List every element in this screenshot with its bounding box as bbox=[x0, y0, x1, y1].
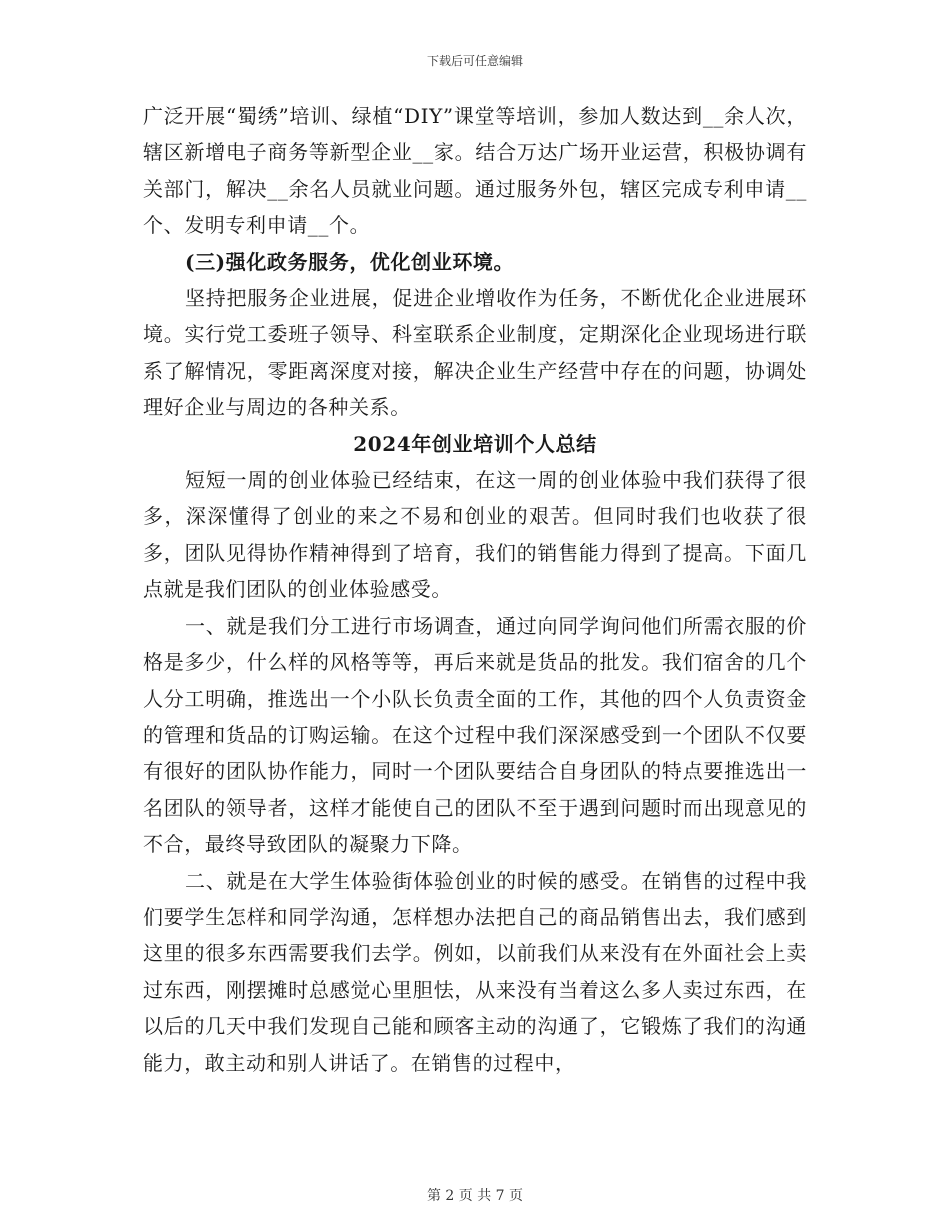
paragraph-point-one: 一、就是我们分工进行市场调查，通过向同学询问他们所需衣服的价格是多少，什么样的风格等等，再后来就是货品的批发。我们宿舍的几个人分工明确，推选出一个小队长负责全面的工作，其他的四个人负责资金的管理和货品的订购运输。在这个过程中我们深深感受到一个团队不仅要有很好的团队协作能力，同时一个团队要结合自身团队的特点要推选出一名团队的领导者，这样才能使自己的团队不至于遇到问题时而出现意见的不合，最终导致团队的凝聚力下降。 bbox=[143, 613, 807, 857]
page-number: 第 2 页 共 7 页 bbox=[426, 1188, 524, 1204]
document-body bbox=[143, 98, 807, 1081]
section-heading-government-service: (三)强化政务服务，优化创业环境。 bbox=[185, 249, 515, 274]
paragraph-point-two: 二、就是在大学生体验街体验创业的时候的感受。在销售的过程中我们要学生怎样和同学沟通，怎样想办法把自己的商品销售出去，我们感到这里的很多东西需要我们去学。例如，以前我们从来没有在外面社会上卖过东西，刚摆摊时总感觉心里胆怯，从来没有当着这么多人卖过东西，在以后的几天中我们发现自己能和顾客主动的沟通了，它锻炼了我们的沟通能力，敢主动和别人讲话了。在销售的过程中， bbox=[143, 868, 807, 1075]
paragraph-government-service: 坚持把服务企业进展，促进企业增收作为任务，不断优化企业进展环境。实行党工委班子领导、科室联系企业制度，定期深化企业现场进行联系了解情况，零距离深度对接，解决企业生产经营中存在的问题，协调处理好企业与周边的各种关系。 bbox=[143, 286, 807, 420]
paragraph-intro: 短短一周的创业体验已经结束，在这一周的创业体验中我们获得了很多，深深懂得了创业的来之不易和创业的艰苦。但同时我们也收获了很多，团队见得协作精神得到了培育，我们的销售能力得到了提高。下面几点就是我们团队的创业体验感受。 bbox=[143, 468, 807, 602]
paragraph-training-results: 广泛开展“蜀绣”培训、绿植“DIY”课堂等培训，参加人数达到__余人次，辖区新增电子商务等新型企业__家。结合万达广场开业运营，积极协调有关部门，解决__余名人员就业问题。通过服务外包，辖区完成专利申请__个、发明专利申请__个。 bbox=[143, 104, 807, 238]
page-header-note: 下载后可任意编辑 bbox=[426, 54, 523, 68]
document-title: 2024年创业培训个人总结 bbox=[353, 431, 597, 456]
